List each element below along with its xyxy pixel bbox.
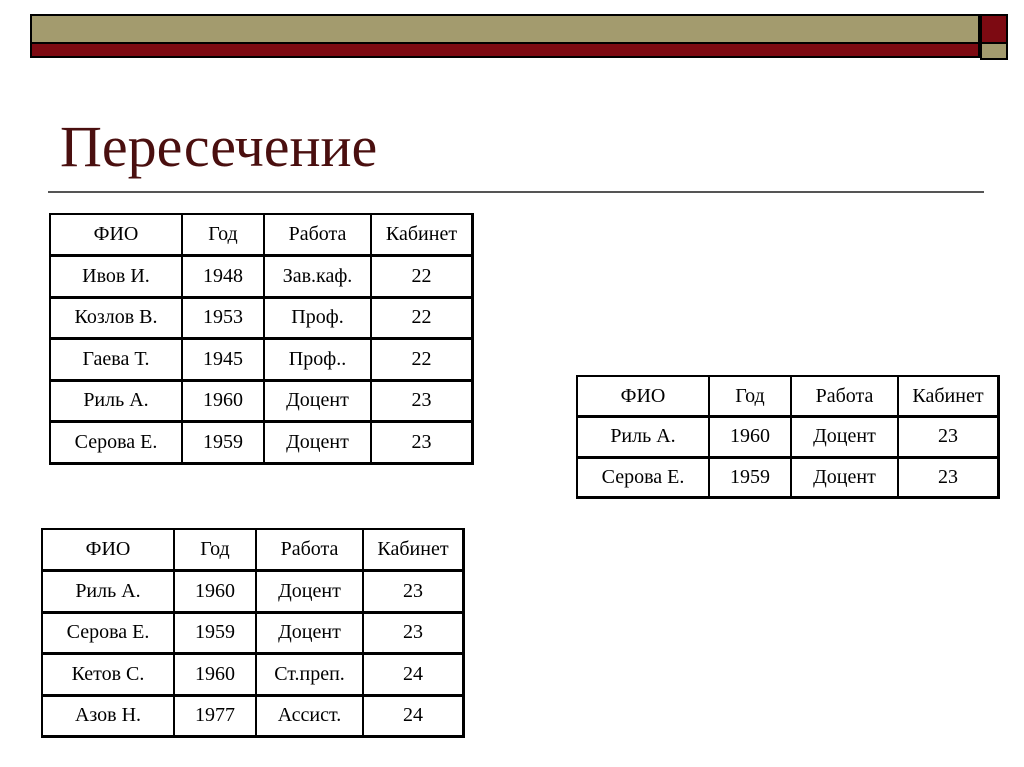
title-divider	[48, 191, 984, 193]
table-row	[42, 695, 464, 737]
header-cell-fio: ФИО	[50, 214, 182, 256]
cell-fio: Азов Н.	[42, 695, 174, 737]
cell-fio: Серова Е.	[50, 422, 182, 464]
cell-room: 22	[371, 297, 473, 339]
cell-job: Доцент	[791, 417, 898, 458]
cell-room: 22	[371, 256, 473, 298]
table-row	[42, 654, 464, 696]
cell-room: 23	[898, 457, 999, 498]
table-row	[50, 297, 473, 339]
cell-job: Проф.	[264, 297, 371, 339]
header-cell-room: Кабинет	[363, 529, 464, 571]
cell-fio: Серова Е.	[42, 612, 174, 654]
cell-job: Доцент	[256, 571, 363, 613]
cell-room: 23	[363, 571, 464, 613]
cell-year: 1959	[174, 612, 256, 654]
table-row	[577, 457, 999, 498]
cell-year: 1960	[174, 571, 256, 613]
cell-year: 1960	[182, 380, 264, 422]
table-row	[577, 417, 999, 458]
header-cell-year: Год	[174, 529, 256, 571]
cell-room: 22	[371, 339, 473, 381]
cell-fio: Серова Е.	[577, 457, 709, 498]
cell-job: Зав.каф.	[264, 256, 371, 298]
cell-room: 23	[898, 417, 999, 458]
cell-fio: Риль А.	[577, 417, 709, 458]
cell-job: Доцент	[256, 612, 363, 654]
corner-square-maroon	[980, 14, 1008, 42]
cell-fio: Козлов В.	[50, 297, 182, 339]
cell-fio: Риль А.	[50, 380, 182, 422]
cell-room: 24	[363, 695, 464, 737]
cell-job: Доцент	[791, 457, 898, 498]
header-cell-fio: ФИО	[42, 529, 174, 571]
cell-room: 23	[371, 422, 473, 464]
cell-job: Ст.преп.	[256, 654, 363, 696]
table-row	[50, 380, 473, 422]
cell-job: Доцент	[264, 422, 371, 464]
header-cell-job: Работа	[791, 376, 898, 417]
header-cell-room: Кабинет	[371, 214, 473, 256]
header-cell-year: Год	[182, 214, 264, 256]
cell-fio: Кетов С.	[42, 654, 174, 696]
table-header-row	[50, 214, 473, 256]
cell-year: 1953	[182, 297, 264, 339]
table-row	[50, 256, 473, 298]
table-row	[42, 612, 464, 654]
header-cell-job: Работа	[264, 214, 371, 256]
table-header-row	[42, 529, 464, 571]
table-relation-a	[49, 213, 474, 465]
cell-year: 1945	[182, 339, 264, 381]
cell-job: Ассист.	[256, 695, 363, 737]
header-band-olive	[30, 14, 980, 42]
table-relation-b	[41, 528, 465, 738]
table-row	[42, 571, 464, 613]
header-cell-fio: ФИО	[577, 376, 709, 417]
cell-room: 24	[363, 654, 464, 696]
cell-year: 1960	[174, 654, 256, 696]
table-row	[50, 422, 473, 464]
corner-square-olive	[980, 42, 1008, 60]
cell-room: 23	[371, 380, 473, 422]
header-cell-job: Работа	[256, 529, 363, 571]
cell-job: Проф..	[264, 339, 371, 381]
cell-job: Доцент	[264, 380, 371, 422]
cell-year: 1948	[182, 256, 264, 298]
header-cell-year: Год	[709, 376, 791, 417]
slide-title: Пересечение	[60, 114, 378, 179]
header-cell-room: Кабинет	[898, 376, 999, 417]
table-intersection-result	[576, 375, 1000, 499]
table-header-row	[577, 376, 999, 417]
cell-fio: Риль А.	[42, 571, 174, 613]
cell-room: 23	[363, 612, 464, 654]
cell-year: 1977	[174, 695, 256, 737]
header-band-maroon	[30, 42, 980, 58]
cell-year: 1959	[182, 422, 264, 464]
cell-fio: Гаева Т.	[50, 339, 182, 381]
table-row	[50, 339, 473, 381]
cell-year: 1960	[709, 417, 791, 458]
cell-fio: Ивов И.	[50, 256, 182, 298]
cell-year: 1959	[709, 457, 791, 498]
